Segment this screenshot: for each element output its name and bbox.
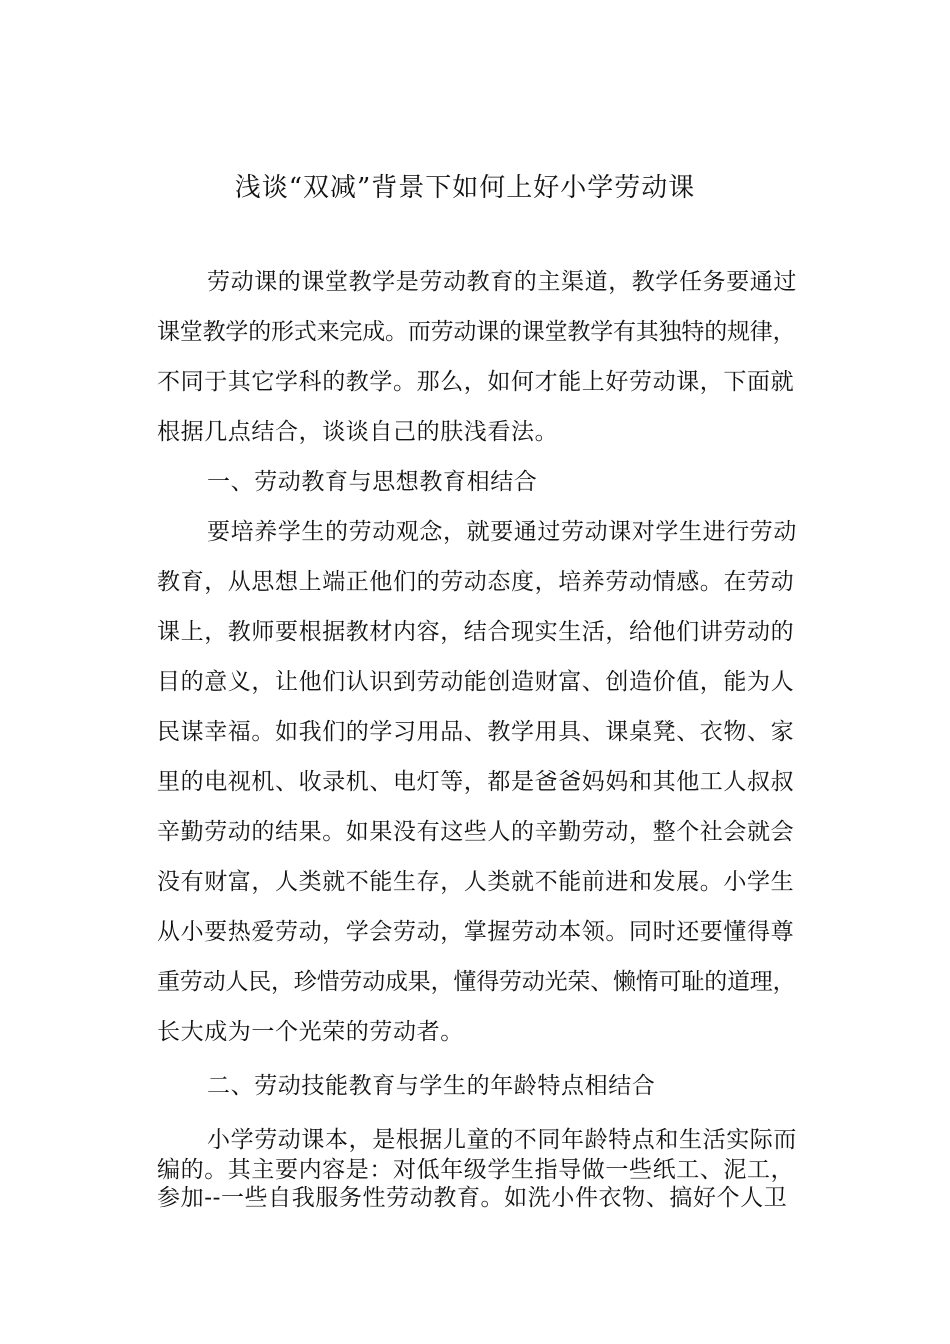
document-title: 浅谈“双减”背景下如何上好小学劳动课 (234, 173, 696, 203)
paragraph-line: 根据几点结合，谈谈自己的肤浅看法。 (157, 419, 559, 445)
section-heading: 二、劳动技能教育与学生的年龄特点相结合 (207, 1073, 656, 1099)
paragraph-line: 要培养学生的劳动观念，就要通过劳动课对学生进行劳动 (207, 519, 797, 545)
paragraph-line: 小学劳动课本，是根据儿童的不同年龄特点和生活实际而 (207, 1127, 797, 1153)
paragraph-line: 课上，教师要根据教材内容，结合现实生活，给他们讲劳动的 (157, 619, 795, 645)
paragraph-line: 教育，从思想上端正他们的劳动态度，培养劳动情感。在劳动 (157, 569, 795, 595)
paragraph-line: 没有财富，人类就不能生存，人类就不能前进和发展。小学生 (157, 869, 795, 895)
paragraph-line: 课堂教学的形式来完成。而劳动课的课堂教学有其独特的规律， (157, 319, 796, 345)
section-heading: 一、劳动教育与思想教育相结合 (207, 469, 538, 495)
paragraph-line: 劳动课的课堂教学是劳动教育的主渠道，教学任务要通过 (207, 269, 797, 295)
paragraph-line: 不同于其它学科的教学。那么，如何才能上好劳动课，下面就 (157, 369, 795, 395)
paragraph-line: 参加--一些自我服务性劳动教育。如洗小件衣物、搞好个人卫 (157, 1185, 788, 1211)
paragraph-line: 从小要热爱劳动，学会劳动，掌握劳动本领。同时还要懂得尊 (157, 919, 795, 945)
paragraph-line: 编的。其主要内容是：对低年级学生指导做一些纸工、泥工， (157, 1157, 795, 1183)
paragraph-line: 辛勤劳动的结果。如果没有这些人的辛勤劳动，整个社会就会 (157, 819, 795, 845)
paragraph-line: 里的电视机、收录机、电灯等，都是爸爸妈妈和其他工人叔叔 (157, 769, 795, 795)
paragraph-line: 民谋幸福。如我们的学习用品、教学用具、课桌凳、衣物、家 (157, 719, 795, 745)
paragraph-line: 重劳动人民，珍惜劳动成果，懂得劳动光荣、懒惰可耻的道理， (157, 969, 796, 995)
paragraph-line: 长大成为一个光荣的劳动者。 (157, 1019, 464, 1045)
paragraph-line: 目的意义，让他们认识到劳动能创造财富、创造价值，能为人 (157, 669, 795, 695)
